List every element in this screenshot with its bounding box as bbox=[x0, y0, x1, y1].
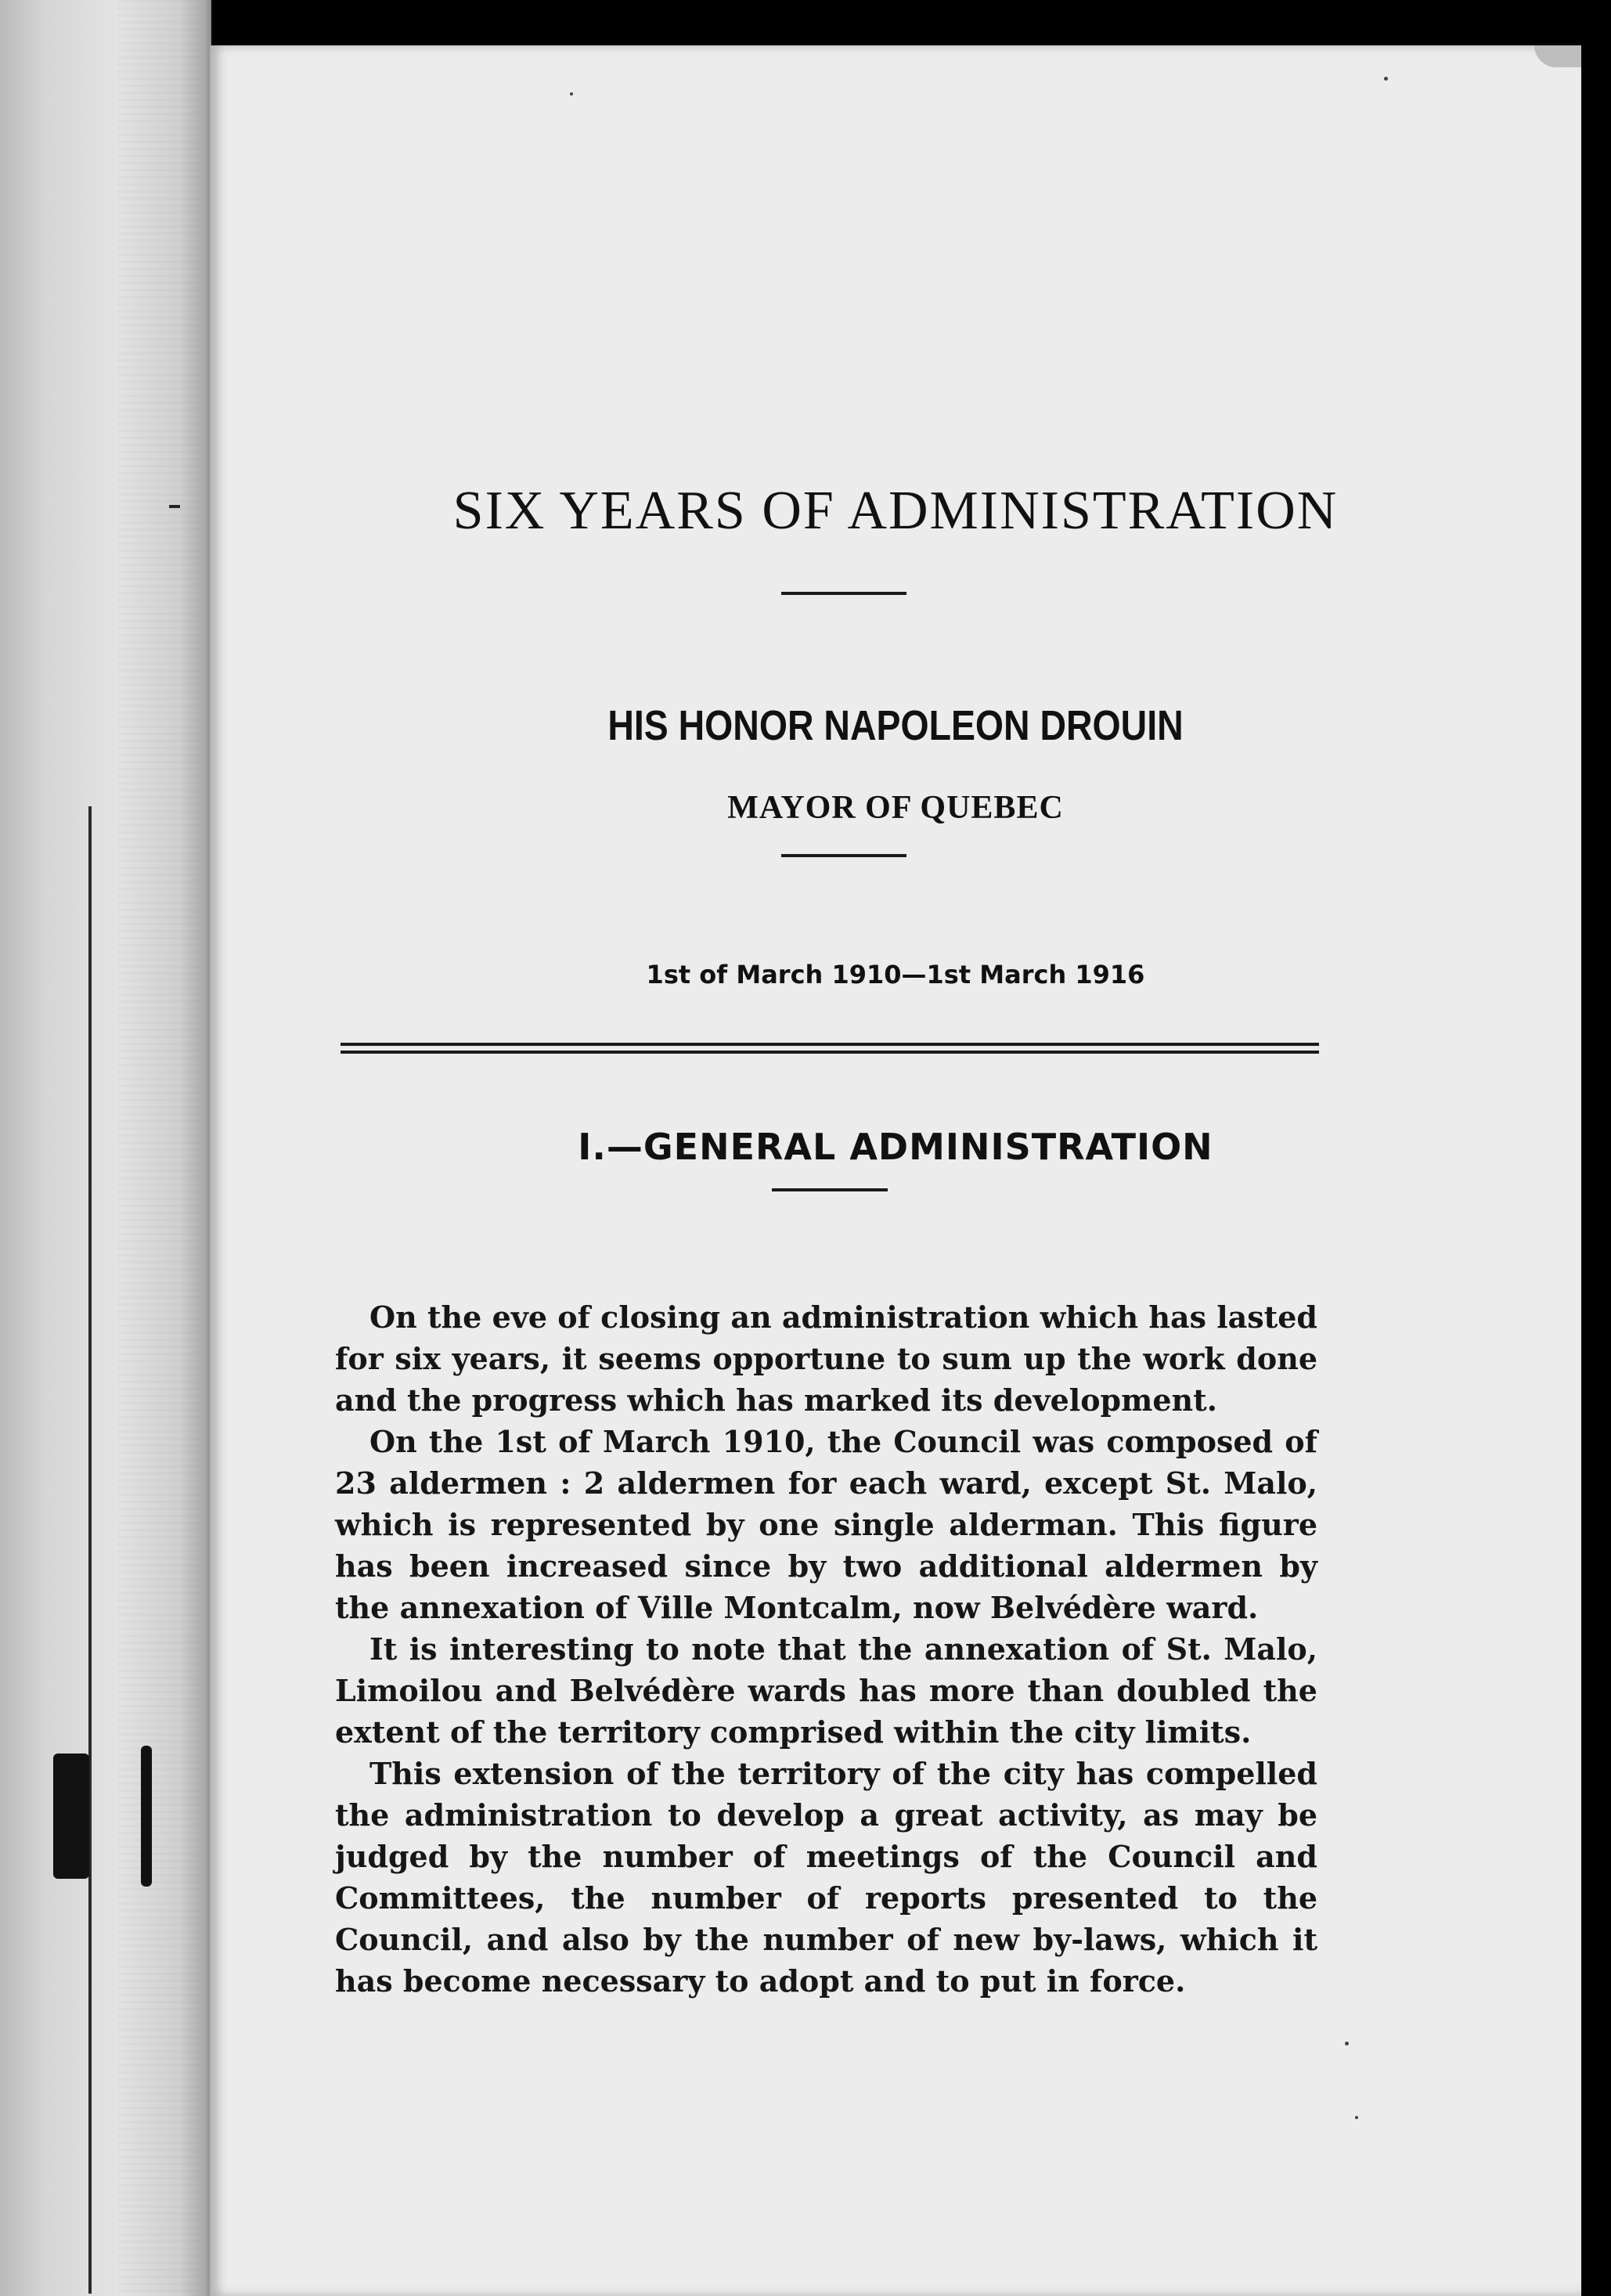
binding-clip-mark bbox=[53, 1754, 89, 1879]
paragraph: It is interesting to note that the annexation of St. Malo, Limoilou and Belvédère wards has more than doubled the extent of the territory comprised within the city limits. bbox=[335, 1631, 1317, 1750]
body-text bbox=[335, 1296, 1317, 2002]
double-divider-rule bbox=[341, 1043, 1319, 1054]
spine-line bbox=[88, 806, 92, 2294]
paper-speck bbox=[1355, 2116, 1358, 2119]
paragraph: On the eve of closing an administration which has lasted for six years, it seems opportune to sum up the work done and the progress which has marked its development. bbox=[335, 1299, 1317, 1418]
paper-speck bbox=[570, 92, 573, 96]
margin-mark bbox=[169, 505, 180, 508]
binding-clip-mark bbox=[141, 1746, 152, 1887]
paper-speck bbox=[1384, 77, 1388, 81]
section-heading: I.—GENERAL ADMINISTRATION bbox=[578, 1126, 1213, 1168]
divider-rule bbox=[781, 854, 906, 857]
document-title: SIX YEARS OF ADMINISTRATION bbox=[452, 481, 1339, 541]
date-range: 1st of March 1910—1st March 1916 bbox=[646, 960, 1145, 989]
paragraph: On the 1st of March 1910, the Council was composed of 23 aldermen : 2 aldermen for each ward, except St. Malo, which is represented by one single alderman. This figure has been increased since by two additional aldermen by the annexation of Ville Montcalm, now Belvédère ward. bbox=[335, 1424, 1317, 1625]
divider-rule bbox=[781, 592, 906, 595]
document-subtitle: HIS HONOR NAPOLEON DROUIN bbox=[607, 702, 1184, 749]
divider-rule bbox=[772, 1188, 888, 1191]
gutter-texture bbox=[117, 0, 204, 2296]
document-page bbox=[210, 45, 1581, 2296]
document-subtitle-secondary: MAYOR OF QUEBEC bbox=[727, 790, 1064, 826]
left-page-edge bbox=[0, 0, 211, 2296]
paper-speck bbox=[1345, 2042, 1349, 2045]
paragraph: This extension of the territory of the city has compelled the administration to develop a great activity, as may be judged by the number of meetings of the Council and Committees, the number of reports presented to the Council, and also by the number of new by-laws, which it has become necessary to adopt and to put in force. bbox=[335, 1756, 1317, 1999]
page-corner bbox=[1534, 45, 1581, 67]
